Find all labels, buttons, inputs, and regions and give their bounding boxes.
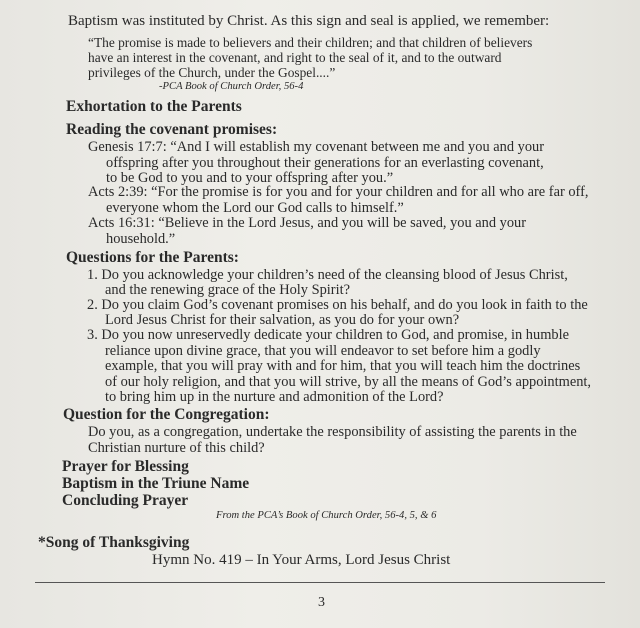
scripture-acts-16: household.” xyxy=(106,231,176,247)
exhortation-heading: Exhortation to the Parents xyxy=(66,98,242,115)
scripture-genesis: Genesis 17:7: “And I will establish my covenant between me and you and your xyxy=(88,139,544,155)
hymn-title: Hymn No. 419 – In Your Arms, Lord Jesus Christ xyxy=(152,552,451,568)
quote-line: have an interest in the covenant, and right to the seal of it, and to the outward xyxy=(88,50,502,65)
parent-question-3: 3. Do you now unreservedly dedicate your children to God, and promise, in humble xyxy=(87,327,569,343)
bco-citation: From the PCA’s Book of Church Order, 56-4, 5, & 6 xyxy=(216,510,437,521)
song-heading: *Song of Thanksgiving xyxy=(38,534,190,551)
parent-question-2: 2. Do you claim God’s covenant promises on his behalf, and do you look in faith to the xyxy=(87,297,588,313)
scripture-acts-2: Acts 2:39: “For the promise is for you and for your children and for all who are far off, xyxy=(88,184,589,200)
quote-line: privileges of the Church, under the Gospel....” xyxy=(88,65,336,80)
scripture-acts-2: everyone whom the Lord our God calls to himself.” xyxy=(106,200,404,216)
congregation-question: Christian nurture of this child? xyxy=(88,440,265,456)
page-number: 3 xyxy=(318,595,325,610)
quote-line: “The promise is made to believers and their children; and that children of believers xyxy=(88,35,533,50)
quote-citation: -PCA Book of Church Order, 56-4 xyxy=(159,81,304,92)
baptism-triune-name: Baptism in the Triune Name xyxy=(62,475,250,492)
baptism-intro: Baptism was instituted by Christ. As this sign and seal is applied, we remember: xyxy=(68,13,550,29)
divider xyxy=(35,582,605,583)
scripture-acts-16: Acts 16:31: “Believe in the Lord Jesus, and you will be saved, you and your xyxy=(88,215,527,231)
concluding-prayer: Concluding Prayer xyxy=(62,492,189,509)
scripture-genesis: offspring after you throughout their generations for an everlasting covenant, xyxy=(106,155,544,171)
congregation-question: Do you, as a congregation, undertake the responsibility of assisting the parents in the xyxy=(88,424,577,440)
parent-question-3: example, that you will pray with and for him, that you will teach him the doctrines xyxy=(105,358,581,374)
parents-questions-heading: Questions for the Parents: xyxy=(66,249,239,266)
parent-question-3: reliance upon divine grace, that you will endeavor to set before him a godly xyxy=(105,343,541,359)
parent-question-1: and the renewing grace of the Holy Spirit? xyxy=(105,282,350,298)
scripture-genesis: to be God to you and to your offspring after you.” xyxy=(106,170,394,186)
covenant-promises-heading: Reading the covenant promises: xyxy=(66,121,278,138)
parent-question-3: to bring him up in the nurture and admonition of the Lord? xyxy=(105,389,444,405)
parent-question-2: Lord Jesus Christ for their salvation, as you do for your own? xyxy=(105,312,460,328)
prayer-for-blessing: Prayer for Blessing xyxy=(62,458,189,475)
parent-question-3: of our holy religion, and that you will strive, by all the means of God’s appointment, xyxy=(105,374,591,390)
congregation-question-heading: Question for the Congregation: xyxy=(63,406,270,423)
parent-question-1: 1. Do you acknowledge your children’s need of the cleansing blood of Jesus Christ, xyxy=(87,267,568,283)
